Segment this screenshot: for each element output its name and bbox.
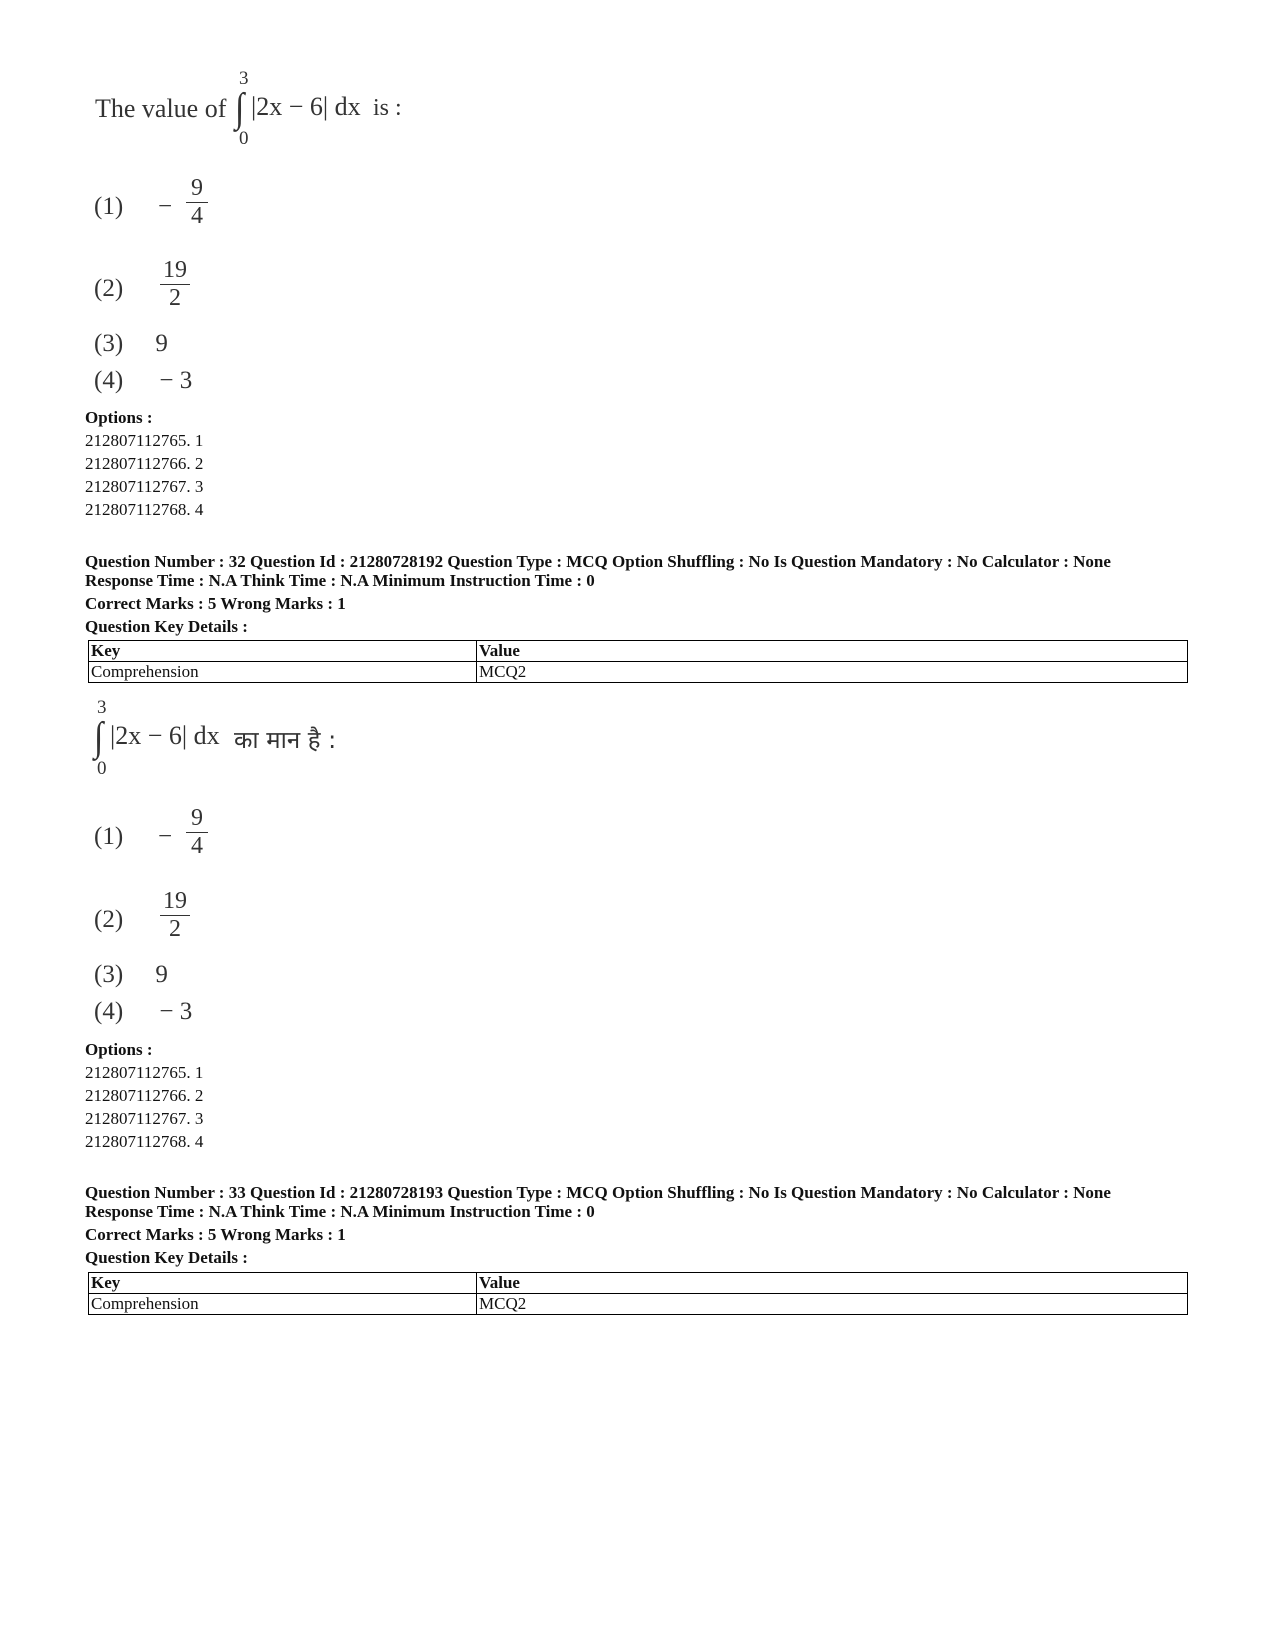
- q32-key-details-label: Question Key Details :: [85, 617, 248, 636]
- table-header-row: [89, 641, 1188, 662]
- denominator: 4: [191, 833, 203, 859]
- integrand: |2x − 6| dx: [110, 721, 220, 750]
- q33-key-table: [88, 1272, 1188, 1315]
- table-cell-key: Comprehension: [89, 662, 477, 683]
- choice-value: − 3: [159, 998, 193, 1025]
- table-cell-key: Comprehension: [89, 1294, 477, 1315]
- integral-sign: ∫: [94, 715, 104, 760]
- option-item: 212807112765. 1: [85, 1063, 204, 1082]
- option-item: 212807112768. 4: [85, 1132, 204, 1151]
- choice-sign: −: [158, 823, 173, 850]
- integral-sign: ∫: [235, 86, 245, 131]
- choice-fraction: [160, 888, 190, 943]
- q33-key-details-label: Question Key Details :: [85, 1248, 248, 1267]
- choice-fraction: [186, 175, 208, 230]
- option-item: 212807112766. 2: [85, 1086, 204, 1105]
- option-item: 212807112765. 1: [85, 431, 204, 450]
- choice-3: [94, 330, 168, 358]
- table-header-key: Key: [89, 1273, 477, 1294]
- question-stem-english: [95, 68, 455, 153]
- question-stem-hindi: [92, 697, 412, 782]
- question-suffix: is :: [373, 95, 402, 121]
- choice-number: (3): [94, 961, 124, 988]
- q32-marks: Correct Marks : 5 Wrong Marks : 1: [85, 594, 346, 613]
- choice-number: (2): [94, 275, 124, 302]
- numerator: 9: [191, 805, 203, 831]
- q33-marks: Correct Marks : 5 Wrong Marks : 1: [85, 1225, 346, 1244]
- integral-upper-limit: 3: [97, 697, 107, 718]
- choice-number: (1): [94, 193, 124, 220]
- q32-key-table: [88, 640, 1188, 683]
- numerator: 19: [163, 888, 187, 914]
- integrand: |2x − 6| dx: [251, 92, 361, 121]
- integral-lower-limit: 0: [239, 128, 249, 149]
- q33-meta-line-1: Question Number : 33 Question Id : 21280728193 Question Type : MCQ Option Shuffling : No Is Question Mandatory : No Calculator : None: [85, 1183, 1111, 1202]
- choice-value: − 3: [159, 367, 193, 394]
- choice-sign: −: [158, 193, 173, 220]
- numerator: 19: [163, 257, 187, 283]
- option-item: 212807112766. 2: [85, 454, 204, 473]
- table-row: [89, 1294, 1188, 1315]
- numerator: 9: [191, 175, 203, 201]
- denominator: 2: [169, 916, 181, 942]
- q32-meta-line-1: Question Number : 32 Question Id : 21280728192 Question Type : MCQ Option Shuffling : No Is Question Mandatory : No Calculator : None: [85, 552, 1111, 571]
- option-item: 212807112767. 3: [85, 1109, 204, 1128]
- question-prefix: The value of: [95, 94, 227, 123]
- choice-number: (2): [94, 906, 124, 933]
- table-cell-value: MCQ2: [477, 662, 1188, 683]
- integral-lower-limit: 0: [97, 758, 107, 779]
- integral-upper-limit: 3: [239, 68, 249, 89]
- choice-fraction: [186, 805, 208, 860]
- choice-fraction: [160, 257, 190, 312]
- choice-value: 9: [155, 330, 168, 357]
- choice-3: [94, 961, 168, 989]
- table-header-row: [89, 1273, 1188, 1294]
- choice-number: (4): [94, 998, 124, 1025]
- options-list: [85, 429, 203, 521]
- choice-value: 9: [155, 961, 168, 988]
- choice-4: [94, 998, 192, 1026]
- denominator: 2: [169, 285, 181, 311]
- table-row: [89, 662, 1188, 683]
- table-cell-value: MCQ2: [477, 1294, 1188, 1315]
- options-label: Options :: [85, 1040, 153, 1059]
- denominator: 4: [191, 203, 203, 229]
- option-item: 212807112767. 3: [85, 477, 204, 496]
- options-label: Options :: [85, 408, 153, 427]
- option-item: 212807112768. 4: [85, 500, 204, 519]
- table-header-value: Value: [477, 641, 1188, 662]
- table-header-key: Key: [89, 641, 477, 662]
- q32-meta-line-2: Response Time : N.A Think Time : N.A Minimum Instruction Time : 0: [85, 571, 595, 590]
- table-header-value: Value: [477, 1273, 1188, 1294]
- choice-4: [94, 367, 192, 395]
- choice-number: (1): [94, 823, 124, 850]
- choice-number: (4): [94, 367, 124, 394]
- choice-number: (3): [94, 330, 124, 357]
- options-list: [85, 1061, 203, 1153]
- question-suffix: का मान है :: [234, 726, 337, 754]
- q33-meta-line-2: Response Time : N.A Think Time : N.A Minimum Instruction Time : 0: [85, 1202, 595, 1221]
